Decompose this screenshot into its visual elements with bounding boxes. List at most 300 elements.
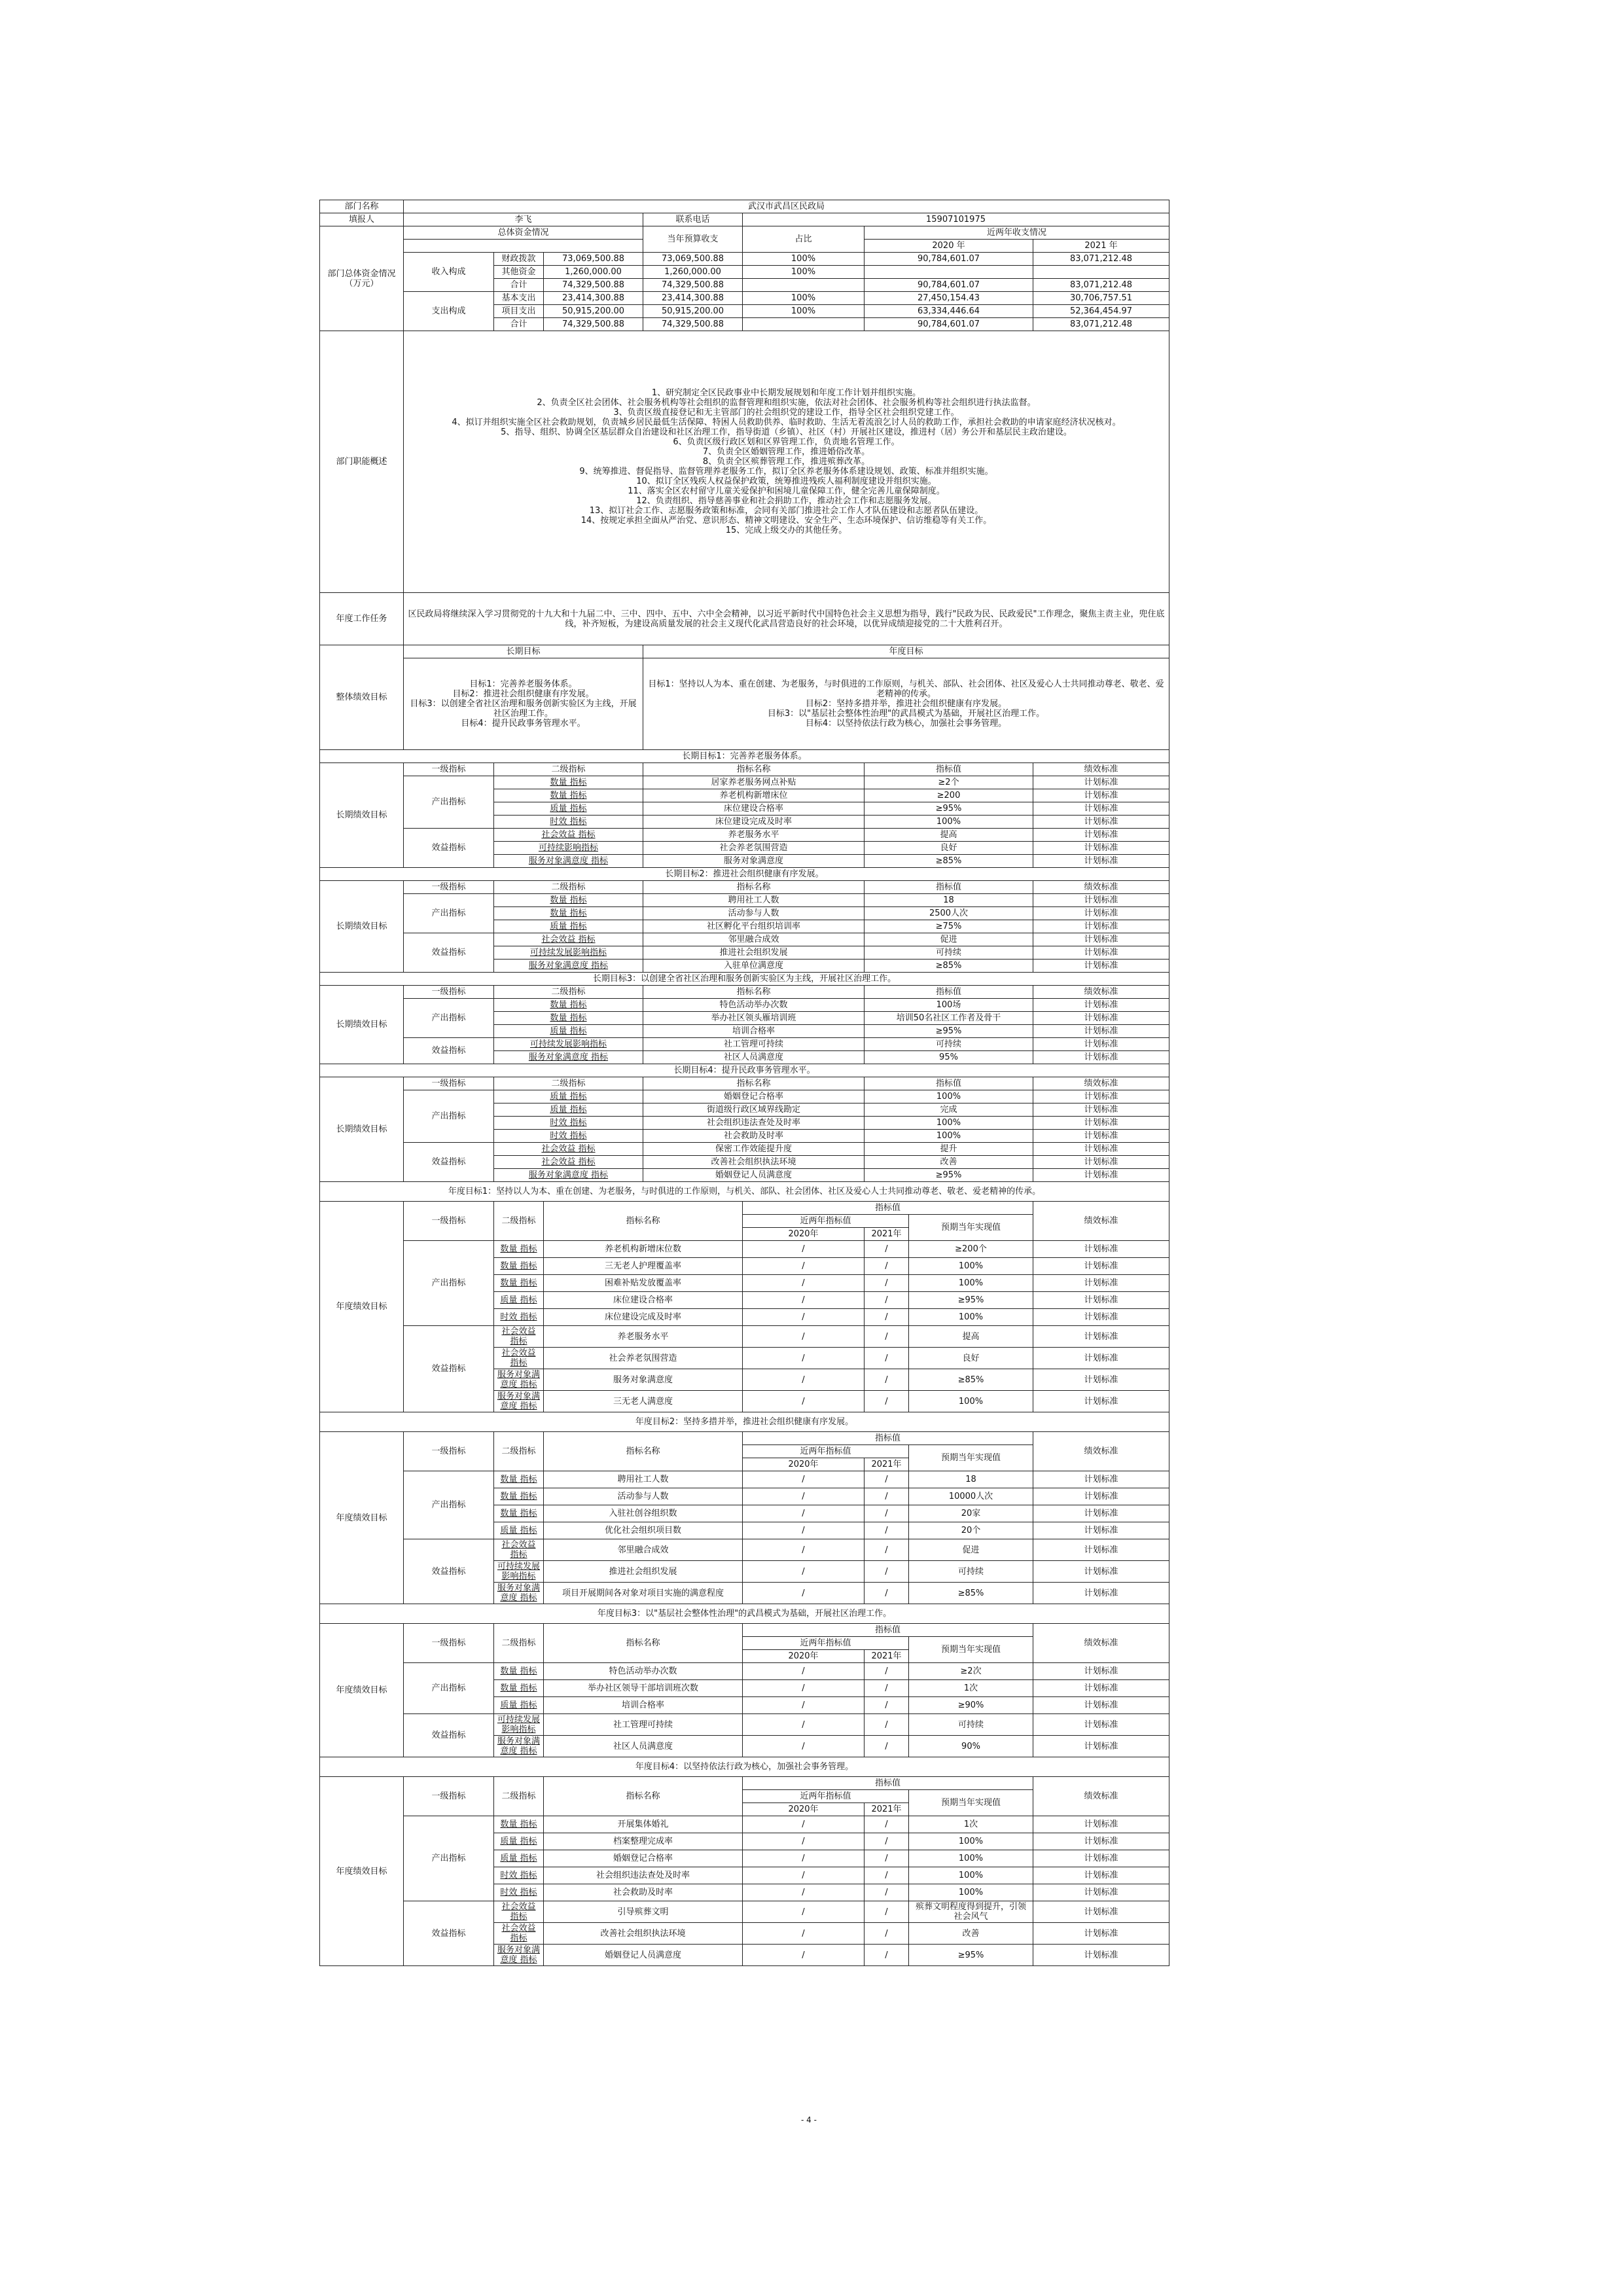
indicator-standard: 计划标准 bbox=[1033, 802, 1169, 816]
col-2021: 2021年 bbox=[865, 1650, 909, 1663]
value-2021: / bbox=[865, 1505, 909, 1522]
filler-value: 李飞 bbox=[404, 213, 643, 226]
col-value: 指标值 bbox=[743, 1624, 1033, 1637]
output-indicator: 产出指标 bbox=[404, 1241, 494, 1326]
budget-row-name: 合计 bbox=[494, 318, 544, 331]
goal-title: 长期目标2：推进社会组织健康有序发展。 bbox=[320, 868, 1169, 881]
budget-row-name: 项目支出 bbox=[494, 305, 544, 318]
output-indicator: 产出指标 bbox=[404, 894, 494, 933]
col-std: 绩效标准 bbox=[1033, 1432, 1169, 1471]
l2-indicator: 可持续发展影响指标 bbox=[494, 1714, 544, 1736]
output-indicator: 产出指标 bbox=[404, 1663, 494, 1714]
value-2021: / bbox=[865, 1850, 909, 1867]
l2-indicator: 质量 指标 bbox=[494, 1025, 643, 1038]
indicator-name: 床位建设合格率 bbox=[643, 802, 865, 816]
indicator-name: 入驻社创谷组织数 bbox=[544, 1505, 743, 1522]
value-2020: / bbox=[743, 1326, 865, 1348]
value-2021: / bbox=[865, 1561, 909, 1583]
annual-goal-label: 年度绩效目标 bbox=[320, 1432, 404, 1604]
col-std: 绩效标准 bbox=[1033, 881, 1169, 894]
value-2020: / bbox=[743, 1258, 865, 1275]
value-2020: / bbox=[743, 1923, 865, 1945]
l2-indicator: 社会效益 指标 bbox=[494, 933, 643, 946]
ratio-header: 占比 bbox=[743, 226, 865, 253]
budget-2021: 83,071,212.48 bbox=[1033, 253, 1169, 266]
indicator-standard: 计划标准 bbox=[1033, 1130, 1169, 1143]
expected-value: 100% bbox=[909, 1258, 1033, 1275]
col-l2: 二级指标 bbox=[494, 1777, 544, 1816]
l2-indicator: 服务对象满意度 指标 bbox=[494, 1051, 643, 1064]
value-2020: / bbox=[743, 1241, 865, 1258]
expected-value: 100% bbox=[909, 1850, 1033, 1867]
indicator-name: 三无老人护理覆盖率 bbox=[544, 1258, 743, 1275]
filler-label: 填报人 bbox=[320, 213, 404, 226]
col-expect: 预期当年实现值 bbox=[909, 1790, 1033, 1816]
indicator-standard: 计划标准 bbox=[1033, 1539, 1169, 1561]
long-term-goal-label: 长期绩效目标 bbox=[320, 1077, 404, 1182]
expected-value: ≥90% bbox=[909, 1697, 1033, 1714]
value-2021: / bbox=[865, 1680, 909, 1697]
indicator-standard: 计划标准 bbox=[1033, 1488, 1169, 1505]
col-value: 指标值 bbox=[743, 1432, 1033, 1445]
expected-value: 提高 bbox=[909, 1326, 1033, 1348]
indicator-name: 服务对象满意度 bbox=[544, 1369, 743, 1391]
value-2021: / bbox=[865, 1816, 909, 1833]
budget-overall: 1,260,000.00 bbox=[544, 266, 643, 279]
indicator-value: 改善 bbox=[865, 1156, 1033, 1169]
indicator-standard: 计划标准 bbox=[1033, 776, 1169, 789]
phone-label: 联系电话 bbox=[643, 213, 743, 226]
value-2020: / bbox=[743, 1816, 865, 1833]
indicator-standard: 计划标准 bbox=[1033, 1348, 1169, 1369]
col-value: 指标值 bbox=[865, 881, 1033, 894]
col-std: 绩效标准 bbox=[1033, 1077, 1169, 1090]
l2-indicator: 时效 指标 bbox=[494, 1867, 544, 1884]
budget-overall: 74,329,500.88 bbox=[544, 279, 643, 292]
l2-indicator: 数量 指标 bbox=[494, 1258, 544, 1275]
col-l1: 一级指标 bbox=[404, 986, 494, 999]
value-2021: / bbox=[865, 1736, 909, 1757]
benefit-indicator: 效益指标 bbox=[404, 1539, 494, 1604]
budget-overall: 73,069,500.88 bbox=[544, 253, 643, 266]
value-2020: / bbox=[743, 1369, 865, 1391]
l2-indicator: 时效 指标 bbox=[494, 1884, 544, 1901]
col-past: 近两年指标值 bbox=[743, 1637, 909, 1650]
current-budget-header: 当年预算收支 bbox=[643, 226, 743, 253]
benefit-indicator: 效益指标 bbox=[404, 1901, 494, 1966]
value-2020: / bbox=[743, 1561, 865, 1583]
value-2020: / bbox=[743, 1736, 865, 1757]
value-2020: / bbox=[743, 1292, 865, 1309]
indicator-name: 社会养老氛围营造 bbox=[544, 1348, 743, 1369]
long-goal-text: 目标1：完善养老服务体系。 目标2：推进社会组织健康有序发展。 目标3：以创建全省社区治理和服务创新实验区为主线，开展社区治理工作。 目标4：提升民政事务管理水平。 bbox=[404, 658, 643, 750]
col-l1: 一级指标 bbox=[404, 1432, 494, 1471]
output-indicator: 产出指标 bbox=[404, 999, 494, 1038]
value-2020: / bbox=[743, 1488, 865, 1505]
col-expect: 预期当年实现值 bbox=[909, 1215, 1033, 1241]
expense-label: 支出构成 bbox=[404, 292, 494, 331]
l2-indicator: 社会效益 指标 bbox=[494, 1348, 544, 1369]
indicator-value: 95% bbox=[865, 1051, 1033, 1064]
l2-indicator: 数量 指标 bbox=[494, 1275, 544, 1292]
indicator-name: 项目开展期间各对象对项目实施的满意程度 bbox=[544, 1583, 743, 1604]
l2-indicator: 数量 指标 bbox=[494, 1663, 544, 1680]
overall-funds-header: 总体资金情况 bbox=[404, 226, 643, 240]
indicator-value: 18 bbox=[865, 894, 1033, 907]
year-2021-header: 2021 年 bbox=[1033, 240, 1169, 253]
expected-value: 1次 bbox=[909, 1816, 1033, 1833]
value-2020: / bbox=[743, 1867, 865, 1884]
indicator-standard: 计划标准 bbox=[1033, 1850, 1169, 1867]
indicator-name: 婚姻登记合格率 bbox=[643, 1090, 865, 1103]
indicator-name: 困难补贴发放覆盖率 bbox=[544, 1275, 743, 1292]
expected-value: 良好 bbox=[909, 1348, 1033, 1369]
indicator-name: 社会救助及时率 bbox=[544, 1884, 743, 1901]
l2-indicator: 质量 指标 bbox=[494, 802, 643, 816]
indicator-value: 100% bbox=[865, 1130, 1033, 1143]
value-2021: / bbox=[865, 1348, 909, 1369]
expected-value: 10000人次 bbox=[909, 1488, 1033, 1505]
indicator-standard: 计划标准 bbox=[1033, 1833, 1169, 1850]
value-2020: / bbox=[743, 1901, 865, 1923]
value-2021: / bbox=[865, 1275, 909, 1292]
indicator-name: 街道级行政区域界线勘定 bbox=[643, 1103, 865, 1117]
indicator-standard: 计划标准 bbox=[1033, 1038, 1169, 1051]
l2-indicator: 可持续发展影响指标 bbox=[494, 946, 643, 960]
budget-ratio: 100% bbox=[743, 266, 865, 279]
indicator-name: 社会组织违法查处及时率 bbox=[544, 1867, 743, 1884]
indicator-standard: 计划标准 bbox=[1033, 1275, 1169, 1292]
indicator-value: 完成 bbox=[865, 1103, 1033, 1117]
benefit-indicator: 效益指标 bbox=[404, 1326, 494, 1412]
value-2021: / bbox=[865, 1522, 909, 1539]
benefit-indicator: 效益指标 bbox=[404, 1038, 494, 1064]
benefit-indicator: 效益指标 bbox=[404, 933, 494, 973]
budget-2021: 30,706,757.51 bbox=[1033, 292, 1169, 305]
l2-indicator: 服务对象满意度 指标 bbox=[494, 1736, 544, 1757]
col-name: 指标名称 bbox=[643, 763, 865, 776]
l2-indicator: 数量 指标 bbox=[494, 907, 643, 920]
budget-current: 74,329,500.88 bbox=[643, 318, 743, 331]
indicator-standard: 计划标准 bbox=[1033, 1697, 1169, 1714]
indicator-name: 婚姻登记人员满意度 bbox=[544, 1945, 743, 1966]
indicator-standard: 计划标准 bbox=[1033, 920, 1169, 933]
indicator-standard: 计划标准 bbox=[1033, 1143, 1169, 1156]
l2-indicator: 服务对象满意度 指标 bbox=[494, 1583, 544, 1604]
budget-2020: 90,784,601.07 bbox=[865, 253, 1033, 266]
annual-goal-label: 年度绩效目标 bbox=[320, 1777, 404, 1966]
indicator-value: 培训50名社区工作者及骨干 bbox=[865, 1012, 1033, 1025]
indicator-standard: 计划标准 bbox=[1033, 1103, 1169, 1117]
value-2020: / bbox=[743, 1583, 865, 1604]
indicator-name: 社区孵化平台组织培训率 bbox=[643, 920, 865, 933]
col-l2: 二级指标 bbox=[494, 1202, 544, 1241]
col-name: 指标名称 bbox=[544, 1624, 743, 1663]
annual-goal-text: 目标1：坚持以人为本、重在创建、为老服务，与时俱进的工作原则，与机关、部队、社会团体、社区及爱心人士共同推动尊老、敬老、爱老精神的传承。 目标2：坚持多措并举，推进社会组织健康有序发展。 目标3：以"基层社会整体性治理"的武昌模式为基础，开展社区治理工作。 目标4：以坚持依法行政为核心，加强社会事务管理。 bbox=[643, 658, 1169, 750]
col-past: 近两年指标值 bbox=[743, 1790, 909, 1803]
annual-task-label: 年度工作任务 bbox=[320, 593, 404, 645]
col-name: 指标名称 bbox=[643, 881, 865, 894]
long-term-goal-label: 长期绩效目标 bbox=[320, 881, 404, 973]
indicator-standard: 计划标准 bbox=[1033, 1561, 1169, 1583]
col-name: 指标名称 bbox=[643, 986, 865, 999]
l2-indicator: 可持续影响指标 bbox=[494, 842, 643, 855]
value-2021: / bbox=[865, 1945, 909, 1966]
budget-current: 23,414,300.88 bbox=[643, 292, 743, 305]
indicator-standard: 计划标准 bbox=[1033, 1051, 1169, 1064]
indicator-standard: 计划标准 bbox=[1033, 1241, 1169, 1258]
goal-title: 年度目标4：以坚持依法行政为核心，加强社会事务管理。 bbox=[320, 1757, 1169, 1777]
budget-label: 部门总体资金情况（万元） bbox=[320, 226, 404, 331]
indicator-name: 推进社会组织发展 bbox=[643, 946, 865, 960]
col-value: 指标值 bbox=[865, 1077, 1033, 1090]
indicator-value: ≥85% bbox=[865, 960, 1033, 973]
indicator-value: 可持续 bbox=[865, 946, 1033, 960]
indicator-name: 养老服务水平 bbox=[544, 1326, 743, 1348]
value-2020: / bbox=[743, 1945, 865, 1966]
col-value: 指标值 bbox=[743, 1202, 1033, 1215]
indicator-value: 良好 bbox=[865, 842, 1033, 855]
indicator-standard: 计划标准 bbox=[1033, 1505, 1169, 1522]
expected-value: ≥200个 bbox=[909, 1241, 1033, 1258]
value-2021: / bbox=[865, 1488, 909, 1505]
indicator-name: 床位建设完成及时率 bbox=[544, 1309, 743, 1326]
indicator-name: 社工管理可持续 bbox=[544, 1714, 743, 1736]
indicator-value: ≥95% bbox=[865, 1025, 1033, 1038]
budget-row-name: 基本支出 bbox=[494, 292, 544, 305]
value-2020: / bbox=[743, 1663, 865, 1680]
l2-indicator: 可持续发展影响指标 bbox=[494, 1561, 544, 1583]
expected-value: ≥95% bbox=[909, 1945, 1033, 1966]
indicator-standard: 计划标准 bbox=[1033, 1522, 1169, 1539]
col-std: 绩效标准 bbox=[1033, 986, 1169, 999]
indicator-standard: 计划标准 bbox=[1033, 1309, 1169, 1326]
long-term-goal-label: 长期绩效目标 bbox=[320, 986, 404, 1064]
l2-indicator: 数量 指标 bbox=[494, 1241, 544, 1258]
budget-current: 50,915,200.00 bbox=[643, 305, 743, 318]
expected-value: 100% bbox=[909, 1867, 1033, 1884]
expected-value: 100% bbox=[909, 1275, 1033, 1292]
indicator-name: 特色活动举办次数 bbox=[643, 999, 865, 1012]
dept-label: 部门名称 bbox=[320, 200, 404, 213]
l2-indicator: 数量 指标 bbox=[494, 999, 643, 1012]
value-2020: / bbox=[743, 1539, 865, 1561]
expected-value: 1次 bbox=[909, 1680, 1033, 1697]
indicator-standard: 计划标准 bbox=[1033, 1090, 1169, 1103]
l2-indicator: 质量 指标 bbox=[494, 1522, 544, 1539]
value-2020: / bbox=[743, 1522, 865, 1539]
indicator-name: 优化社会组织项目数 bbox=[544, 1522, 743, 1539]
col-l2: 二级指标 bbox=[494, 763, 643, 776]
value-2020: / bbox=[743, 1505, 865, 1522]
performance-sheet bbox=[319, 200, 1169, 1966]
indicator-standard: 计划标准 bbox=[1033, 1680, 1169, 1697]
expected-value: 100% bbox=[909, 1833, 1033, 1850]
indicator-name: 社会养老氛围营造 bbox=[643, 842, 865, 855]
indicator-standard: 计划标准 bbox=[1033, 1736, 1169, 1757]
indicator-standard: 计划标准 bbox=[1033, 1258, 1169, 1275]
l2-indicator: 服务对象满意度 指标 bbox=[494, 1369, 544, 1391]
col-l1: 一级指标 bbox=[404, 881, 494, 894]
budget-2021: 83,071,212.48 bbox=[1033, 279, 1169, 292]
indicator-name: 服务对象满意度 bbox=[643, 855, 865, 868]
indicator-name: 引导殡葬文明 bbox=[544, 1901, 743, 1923]
indicator-name: 社会救助及时率 bbox=[643, 1130, 865, 1143]
l2-indicator: 服务对象满意度 指标 bbox=[494, 855, 643, 868]
value-2021: / bbox=[865, 1539, 909, 1561]
l2-indicator: 服务对象满意度 指标 bbox=[494, 960, 643, 973]
col-expect: 预期当年实现值 bbox=[909, 1637, 1033, 1663]
indicator-name: 特色活动举办次数 bbox=[544, 1663, 743, 1680]
indicator-name: 培训合格率 bbox=[643, 1025, 865, 1038]
expected-value: 100% bbox=[909, 1309, 1033, 1326]
value-2021: / bbox=[865, 1369, 909, 1391]
annual-goal-header: 年度目标 bbox=[643, 645, 1169, 658]
indicator-standard: 计划标准 bbox=[1033, 1292, 1169, 1309]
indicator-standard: 计划标准 bbox=[1033, 829, 1169, 842]
indicator-name: 保密工作效能提升度 bbox=[643, 1143, 865, 1156]
page-number: - 4 - bbox=[801, 2115, 817, 2125]
col-l2: 二级指标 bbox=[494, 1432, 544, 1471]
indicator-value: 100场 bbox=[865, 999, 1033, 1012]
expected-value: 18 bbox=[909, 1471, 1033, 1488]
output-indicator: 产出指标 bbox=[404, 1471, 494, 1539]
l2-indicator: 社会效益 指标 bbox=[494, 1143, 643, 1156]
l2-indicator: 质量 指标 bbox=[494, 1833, 544, 1850]
value-2020: / bbox=[743, 1833, 865, 1850]
l2-indicator: 社会效益 指标 bbox=[494, 829, 643, 842]
value-2021: / bbox=[865, 1326, 909, 1348]
table-body bbox=[320, 200, 1169, 1966]
col-std: 绩效标准 bbox=[1033, 1624, 1169, 1663]
l2-indicator: 服务对象满意度 指标 bbox=[494, 1391, 544, 1412]
overall-goals-label: 整体绩效目标 bbox=[320, 645, 404, 750]
l2-indicator: 数量 指标 bbox=[494, 789, 643, 802]
budget-ratio: 100% bbox=[743, 292, 865, 305]
indicator-name: 社区人员满意度 bbox=[643, 1051, 865, 1064]
indicator-value: 提高 bbox=[865, 829, 1033, 842]
indicator-name: 社会组织违法查处及时率 bbox=[643, 1117, 865, 1130]
budget-row-name: 财政拨款 bbox=[494, 253, 544, 266]
indicator-standard: 计划标准 bbox=[1033, 1714, 1169, 1736]
indicator-name: 活动参与人数 bbox=[544, 1488, 743, 1505]
expected-value: 20个 bbox=[909, 1522, 1033, 1539]
budget-2021: 52,364,454.97 bbox=[1033, 305, 1169, 318]
indicator-name: 改善社会组织执法环境 bbox=[544, 1923, 743, 1945]
indicator-standard: 计划标准 bbox=[1033, 999, 1169, 1012]
functions-text: 1、研究制定全区民政事业中长期发展规划和年度工作计划并组织实施。 2、负责全区社会团体、社会服务机构等社会组织的监督管理和组织实施，依法对社会团体、社会服务机构等社会组织进行执法监督。 3、负责区级直接登记和无主管部门的社会组织党的建设工作，指导全区社会组织党建工作。 4、拟订并组织实施全区社会救助规划，负责城乡居民最低生活保障、特困人员救助供养、临时救助、生活无着流浪乞讨人员的救助工作，承担社会救助的申请家庭经济状况核对。 5、指导、组织、协调全区基层群众自治建设和社区治理工作，指导街道（乡镇）、社区（村）开展社区建设，推进村（居）务公开和基层民主政治建设。 6、负责区级行政区划和区界管理工作，负责地名管理工作。 7、负责全区婚姻管理工作，推进婚俗改革。 8、负责全区殡葬管理工作，推进殡葬改革。 9、统筹推进、督促指导、监督管理养老服务工作，拟订全区养老服务体系建设规划、政策、标准并组织实施。 10、拟订全区残疾人权益保护政策，统筹推进残疾人福利制度建设并组织实施。 11、落实全区农村留守儿童关爱保护和困境儿童保障工作，健全完善儿童保障制度。 12、负责组织、指导慈善事业和社会捐助工作，推动社会工作和志愿服务发展。 13、拟订社会工作、志愿服务政策和标准，会同有关部门推进社会工作人才队伍建设和志愿者队伍建设。 14、按规定承担全面从严治党、意识形态、精神文明建设、安全生产、生态环境保护、信访维稳等有关工作。 15、完成上级交办的其他任务。 bbox=[404, 331, 1169, 593]
value-2020: / bbox=[743, 1884, 865, 1901]
goal-title: 长期目标4：提升民政事务管理水平。 bbox=[320, 1064, 1169, 1077]
indicator-standard: 计划标准 bbox=[1033, 1923, 1169, 1945]
indicator-name: 聘用社工人数 bbox=[643, 894, 865, 907]
l2-indicator: 服务对象满意度 指标 bbox=[494, 1945, 544, 1966]
goal-title: 长期目标3：以创建全省社区治理和服务创新实验区为主线，开展社区治理工作。 bbox=[320, 973, 1169, 986]
expected-value: ≥95% bbox=[909, 1292, 1033, 1309]
long-goal-header: 长期目标 bbox=[404, 645, 643, 658]
l2-indicator: 质量 指标 bbox=[494, 920, 643, 933]
col-std: 绩效标准 bbox=[1033, 1777, 1169, 1816]
l2-indicator: 质量 指标 bbox=[494, 1850, 544, 1867]
indicator-standard: 计划标准 bbox=[1033, 933, 1169, 946]
indicator-value: ≥85% bbox=[865, 855, 1033, 868]
indicator-standard: 计划标准 bbox=[1033, 1583, 1169, 1604]
performance-table bbox=[319, 200, 1169, 1966]
indicator-value: 100% bbox=[865, 1090, 1033, 1103]
value-2020: / bbox=[743, 1391, 865, 1412]
indicator-value: ≥75% bbox=[865, 920, 1033, 933]
year-2020-header: 2020 年 bbox=[865, 240, 1033, 253]
value-2021: / bbox=[865, 1867, 909, 1884]
indicator-standard: 计划标准 bbox=[1033, 1156, 1169, 1169]
value-2020: / bbox=[743, 1309, 865, 1326]
value-2021: / bbox=[865, 1258, 909, 1275]
col-l1: 一级指标 bbox=[404, 1077, 494, 1090]
indicator-standard: 计划标准 bbox=[1033, 1326, 1169, 1348]
indicator-name: 养老机构新增床位 bbox=[643, 789, 865, 802]
col-2021: 2021年 bbox=[865, 1228, 909, 1241]
budget-ratio: 100% bbox=[743, 305, 865, 318]
value-2021: / bbox=[865, 1292, 909, 1309]
value-2021: / bbox=[865, 1901, 909, 1923]
annual-goal-label: 年度绩效目标 bbox=[320, 1202, 404, 1412]
indicator-standard: 计划标准 bbox=[1033, 1025, 1169, 1038]
indicator-name: 婚姻登记合格率 bbox=[544, 1850, 743, 1867]
value-2021: / bbox=[865, 1714, 909, 1736]
value-2021: / bbox=[865, 1697, 909, 1714]
indicator-value: ≥95% bbox=[865, 802, 1033, 816]
budget-2021: 83,071,212.48 bbox=[1033, 318, 1169, 331]
blank-cell bbox=[404, 240, 643, 253]
col-std: 绩效标准 bbox=[1033, 1202, 1169, 1241]
indicator-name: 床位建设完成及时率 bbox=[643, 816, 865, 829]
indicator-standard: 计划标准 bbox=[1033, 946, 1169, 960]
l2-indicator: 社会效益 指标 bbox=[494, 1901, 544, 1923]
value-2020: / bbox=[743, 1850, 865, 1867]
indicator-value: 促进 bbox=[865, 933, 1033, 946]
col-l1: 一级指标 bbox=[404, 1624, 494, 1663]
col-l2: 二级指标 bbox=[494, 881, 643, 894]
budget-2020: 63,334,446.64 bbox=[865, 305, 1033, 318]
l2-indicator: 数量 指标 bbox=[494, 1471, 544, 1488]
indicator-name: 床位建设合格率 bbox=[544, 1292, 743, 1309]
indicator-name: 推进社会组织发展 bbox=[544, 1561, 743, 1583]
l2-indicator: 时效 指标 bbox=[494, 816, 643, 829]
indicator-name: 社区人员满意度 bbox=[544, 1736, 743, 1757]
col-past: 近两年指标值 bbox=[743, 1215, 909, 1228]
indicator-standard: 计划标准 bbox=[1033, 1663, 1169, 1680]
l2-indicator: 可持续发展影响指标 bbox=[494, 1038, 643, 1051]
value-2020: / bbox=[743, 1697, 865, 1714]
indicator-standard: 计划标准 bbox=[1033, 789, 1169, 802]
indicator-standard: 计划标准 bbox=[1033, 1884, 1169, 1901]
l2-indicator: 质量 指标 bbox=[494, 1103, 643, 1117]
value-2020: / bbox=[743, 1471, 865, 1488]
budget-current: 74,329,500.88 bbox=[643, 279, 743, 292]
indicator-value: 提升 bbox=[865, 1143, 1033, 1156]
l2-indicator: 数量 指标 bbox=[494, 1505, 544, 1522]
goal-title: 年度目标1：坚持以人为本、重在创建、为老服务，与时俱进的工作原则，与机关、部队、社会团体、社区及爱心人士共同推动尊老、敬老、爱老精神的传承。 bbox=[320, 1182, 1169, 1202]
indicator-value: 2500人次 bbox=[865, 907, 1033, 920]
budget-row-name: 合计 bbox=[494, 279, 544, 292]
indicator-standard: 计划标准 bbox=[1033, 816, 1169, 829]
l2-indicator: 质量 指标 bbox=[494, 1292, 544, 1309]
value-2021: / bbox=[865, 1391, 909, 1412]
col-past: 近两年指标值 bbox=[743, 1445, 909, 1458]
budget-overall: 23,414,300.88 bbox=[544, 292, 643, 305]
value-2020: / bbox=[743, 1275, 865, 1292]
l2-indicator: 质量 指标 bbox=[494, 1697, 544, 1714]
